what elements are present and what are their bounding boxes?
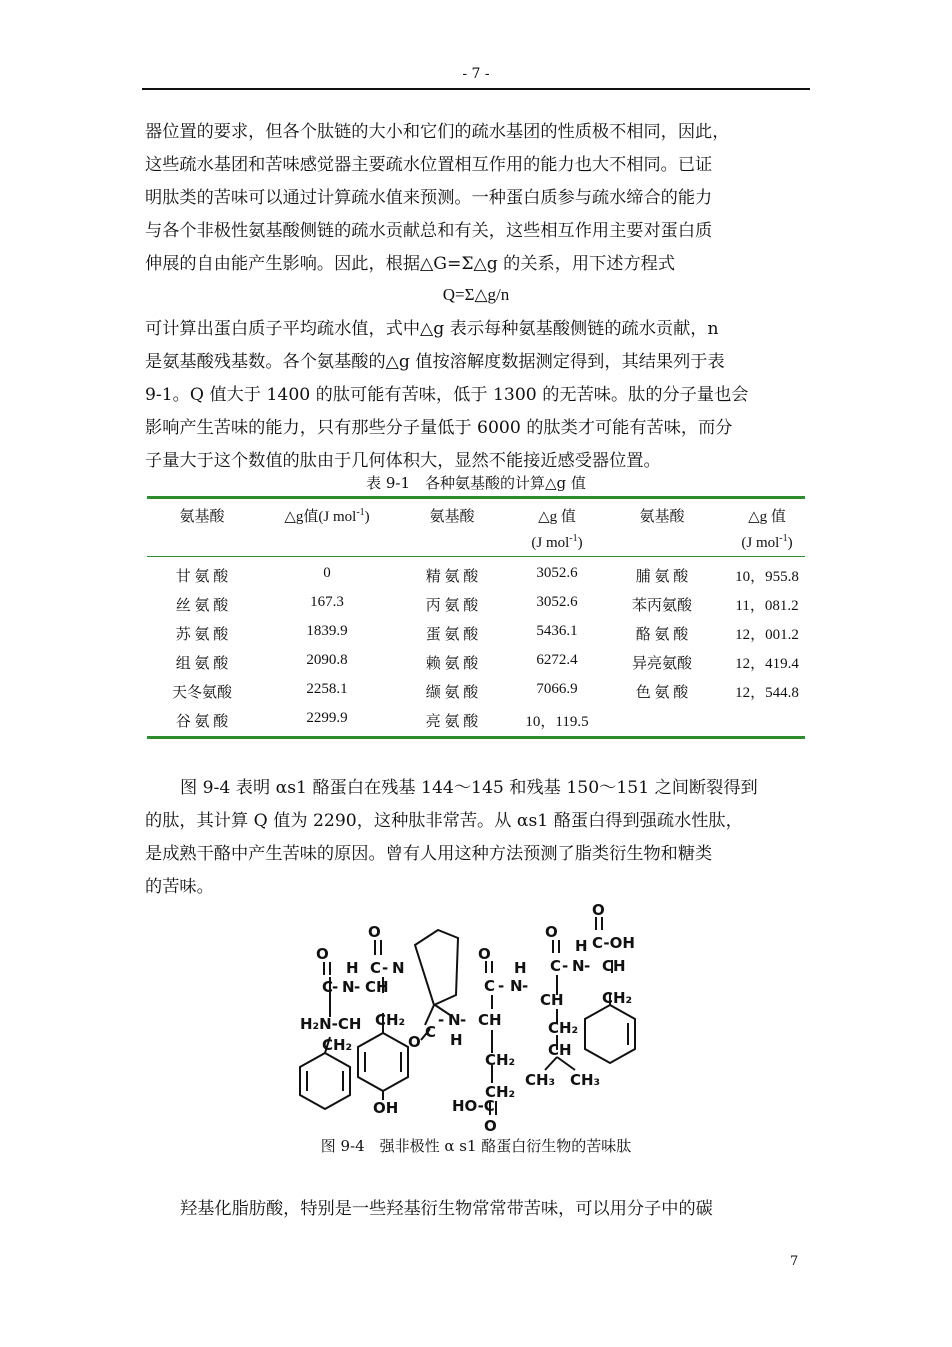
formula-label: CH₃ <box>525 1071 556 1089</box>
paragraph-line: 可计算出蛋白质子平均疏水值，式中△g 表示每种氨基酸侧链的疏水贡献，n <box>145 319 719 339</box>
table-cell: 12，544.8 <box>735 685 799 701</box>
table-cell: 1839.9 <box>306 623 348 639</box>
paragraph-line: 羟基化脂肪酸，特别是一些羟基衍生物常常带苦味，可以用分子中的碳 <box>180 1199 713 1219</box>
formula-label: - <box>438 1011 445 1029</box>
paragraph-line: 的肽，其计算 Q 值为 2290，这种肽非常苦。从 αs1 酪蛋白得到强疏水性肽， <box>145 811 743 831</box>
table-header-text: (J mol <box>531 535 570 551</box>
formula-label: O <box>484 1117 497 1135</box>
table-cell: 3052.6 <box>536 565 578 581</box>
table-cell: 苯丙氨酸 <box>631 598 692 614</box>
table-cell: 2299.9 <box>306 710 348 726</box>
formula-label: N <box>448 1011 461 1029</box>
table-top-rule <box>147 496 805 499</box>
figure-caption: 图 9-4 强非极性 α s1 酪蛋白衍生物的苦味肽 <box>320 1137 632 1155</box>
paragraph-line: 影响产生苦味的能力，只有那些分子量低于 6000 的肽类才可能有苦味，而分 <box>145 418 733 438</box>
formula-label: - <box>460 1011 467 1029</box>
formula-label: O <box>592 901 605 919</box>
formula-label: N <box>510 977 523 995</box>
table-cell: 甘 氨 酸 <box>175 569 229 585</box>
table-cell: 酪 氨 酸 <box>635 627 689 643</box>
paragraph-line: 伸展的自由能产生影响。因此，根据△G=Σ△g 的关系，用下述方程式 <box>145 254 676 274</box>
table-header-sup: -1 <box>779 533 788 544</box>
table-cell: 异亮氨酸 <box>631 656 692 672</box>
formula-label: - <box>354 978 361 996</box>
paragraph-line: 9-1。Q 值大于 1400 的肽可能有苦味，低于 1300 的无苦味。肽的分子量也会 <box>145 385 749 405</box>
table-header-text: ) <box>577 535 583 551</box>
formula-label: C <box>322 978 334 996</box>
table-cell: 10，119.5 <box>525 714 589 730</box>
formula-label: O <box>478 945 491 963</box>
table-cell: 3052.6 <box>536 594 578 610</box>
formula-label: H <box>450 1031 463 1049</box>
bitter-peptide-structure <box>270 901 690 1135</box>
paragraph-3 <box>145 772 810 904</box>
paragraph-line: 子量大于这个数值的肽由于几何体积大，显然不能接近感受器位置。 <box>145 451 661 471</box>
table-cell: 2090.8 <box>306 652 348 668</box>
paragraph-1 <box>145 116 810 281</box>
table-cell: 丙 氨 酸 <box>425 598 479 614</box>
formula-label: CH₂ <box>548 1019 579 1037</box>
formula-label: CH <box>602 957 626 975</box>
formula-label: - <box>562 957 569 975</box>
formula-label: CH₂ <box>485 1083 516 1101</box>
table-bottom-rule <box>147 736 805 739</box>
formula-label: CH <box>365 978 389 996</box>
table-header-sup: -1 <box>569 533 578 544</box>
formula-label: C <box>425 1023 437 1041</box>
formula-label: CH₃ <box>570 1071 601 1089</box>
table-cell: 11，081.2 <box>735 598 799 614</box>
page-number: 7 <box>790 1254 799 1269</box>
table-cell: 谷 氨 酸 <box>175 714 229 730</box>
table-cell: 7066.9 <box>536 681 578 697</box>
formula-label: CH <box>478 1011 502 1029</box>
formula-label: C <box>550 957 562 975</box>
table-header <box>507 533 607 552</box>
table-header-text: △g值(J mol <box>284 509 357 525</box>
paragraph-line: 这些疏水基团和苦味感觉器主要疏水位置相互作用的能力也大不相同。已证 <box>145 155 713 175</box>
table-cell: 0 <box>323 565 331 581</box>
table-cell: 5436.1 <box>536 623 578 639</box>
paragraph-line: 图 9-4 表明 αs1 酪蛋白在残基 144～145 和残基 150～151 之间断裂得到 <box>180 778 758 798</box>
proline-ring <box>415 930 458 1005</box>
table-cell: 苏 氨 酸 <box>175 627 229 643</box>
formula-label: - <box>584 957 591 975</box>
formula-label: C-OH <box>592 934 635 952</box>
table-cell: 2258.1 <box>306 681 348 697</box>
paragraph-line: 明肽类的苦味可以通过计算疏水值来预测。一种蛋白质参与疏水缔合的能力 <box>145 188 713 208</box>
formula-label: CH <box>540 991 564 1009</box>
formula-label: N <box>572 957 585 975</box>
formula-label: CH₂ <box>485 1051 516 1069</box>
table-header-sup: -1 <box>356 507 365 518</box>
formula-label: OH <box>373 1099 399 1117</box>
table-header-text: ) <box>787 535 793 551</box>
paragraph-line: 是氨基酸残基数。各个氨基酸的△g 值按溶解度数据测定得到，其结果列于表 <box>145 352 725 372</box>
header-rule <box>142 88 810 90</box>
table-cell: 蛋 氨 酸 <box>425 627 479 643</box>
formula-label: H <box>346 959 359 977</box>
table-header-rule <box>147 556 805 557</box>
table-cell: 脯 氨 酸 <box>635 569 689 585</box>
formula-label: N <box>392 959 405 977</box>
table-header: △g 值 <box>748 509 786 525</box>
paragraph-line: 器位置的要求，但各个肽链的大小和它们的疏水基团的性质极不相同，因此， <box>145 122 730 142</box>
formula-label: O <box>316 945 329 963</box>
formula-label: HO-C <box>452 1097 495 1115</box>
table-header <box>257 505 397 526</box>
formula-label: O <box>368 923 381 941</box>
table-cell: 6272.4 <box>536 652 578 668</box>
table-header: 氨基酸 <box>639 509 685 525</box>
table-cell: 12，001.2 <box>735 627 799 643</box>
table-header: 氨基酸 <box>429 509 475 525</box>
table-cell: 色 氨 酸 <box>635 685 689 701</box>
paragraph-line: 的苦味。 <box>145 877 214 897</box>
table-cell: 天冬氨酸 <box>171 685 232 701</box>
paragraph-2 <box>145 313 810 478</box>
formula-label: - <box>382 959 389 977</box>
formula-label: CH₂ <box>602 989 633 1007</box>
equation: Q=Σ△g/n <box>442 285 510 304</box>
formula-label: - <box>332 978 339 996</box>
paragraph-line: 与各个非极性氨基酸侧链的疏水贡献总和有关，这些相互作用主要对蛋白质 <box>145 221 713 241</box>
table-cell: 亮 氨 酸 <box>425 714 479 730</box>
page-header: - 7 - <box>462 66 490 82</box>
paragraph-4 <box>145 1193 810 1226</box>
table-header-text: ) <box>364 509 370 525</box>
table-header <box>717 533 817 552</box>
table-caption: 表 9-1 各种氨基酸的计算△g 值 <box>366 474 586 492</box>
table-cell: 缬 氨 酸 <box>425 685 479 701</box>
formula-label: N <box>342 978 355 996</box>
table-cell: 12，419.4 <box>735 656 799 672</box>
formula-label: H₂N-CH <box>300 1015 362 1033</box>
formula-label: CH₂ <box>375 1011 406 1029</box>
formula-label: - <box>522 977 529 995</box>
table-cell: 组 氨 酸 <box>175 656 229 672</box>
paragraph-line: 是成熟干酪中产生苦味的原因。曾有人用这种方法预测了脂类衍生物和糖类 <box>145 844 713 864</box>
table-cell: 10，955.8 <box>735 569 799 585</box>
table-cell: 赖 氨 酸 <box>425 656 479 672</box>
formula-label: C <box>370 959 382 977</box>
formula-label: C <box>484 977 496 995</box>
table-header-text: (J mol <box>741 535 780 551</box>
formula-label: O <box>545 923 558 941</box>
table-header: 氨基酸 <box>179 509 225 525</box>
formula-label: CH₂ <box>322 1036 353 1054</box>
formula-label: - <box>498 977 505 995</box>
table-cell: 167.3 <box>310 594 344 610</box>
table-cell: 精 氨 酸 <box>425 569 479 585</box>
table-header: △g 值 <box>538 509 576 525</box>
table-cell: 丝 氨 酸 <box>175 598 229 614</box>
formula-label: CH <box>548 1041 572 1059</box>
formula-label: H <box>514 959 527 977</box>
formula-label: H <box>575 937 588 955</box>
formula-label: O <box>408 1033 421 1051</box>
